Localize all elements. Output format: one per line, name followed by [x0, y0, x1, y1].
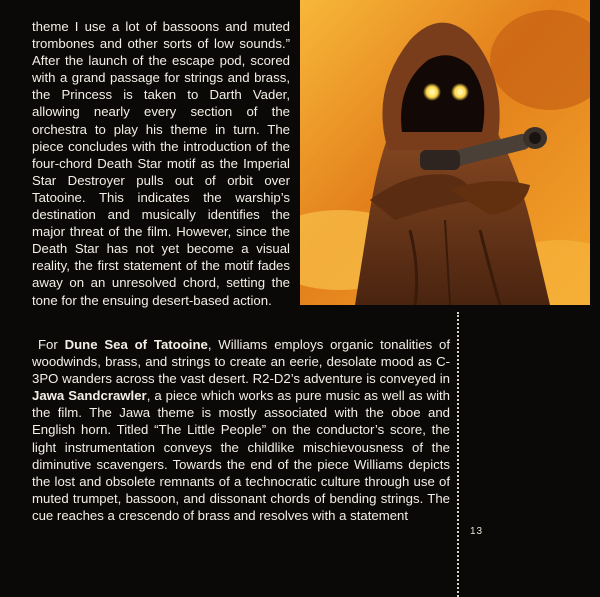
main-text-block: [32, 336, 450, 524]
dotted-divider: [457, 312, 459, 597]
column-text-block: [32, 18, 290, 309]
column-paragraph: theme I use a lot of bassoons and muted trombones and other sorts of low sounds.” After the launch of the escape pod, scored with a grand passage for strings and brass, the Princess is taken to Darth Vader, allowing nearly every section of the orchestra to play his theme in turn. The piece concludes with the introduction of the four-chord Death Star motif as the Imperial Star Destroyer pulls out of orbit over Tatooine. This indicates the warship’s destination and musically identifies the major threat of the film. However, since the Death Star has not yet become a visual reality, the first statement of the motif fades away on an unresolved chord, setting the tone for the ensuing desert-based action.: [32, 19, 290, 308]
track-title-dune-sea: Dune Sea of Tatooine: [64, 337, 208, 352]
main-paragraph: [32, 336, 450, 524]
track-title-jawa-sandcrawler: Jawa Sandcrawler: [32, 388, 147, 404]
jawa-photo: [300, 0, 590, 305]
main-lead: For: [38, 337, 65, 352]
main-text-2: , a piece which works as pure music as well as with the film. The Jawa theme is mostly associated with the oboe and English horn. Titled “The Little People” on the conductor’s score, the light instrumentation conveys the childlike mischievousness of the diminutive scavengers. Towards the end of the piece Williams depicts the lost and obsolete remnants of a technocratic culture through use of muted trumpet, bassoon, and dissonant chords of bending strings. The cue reaches a crescendo of brass and resolves with a statement: [32, 388, 451, 523]
page-number: 13: [470, 526, 484, 537]
jawa-illustration: [300, 0, 590, 305]
main-text-1: , Williams employs organic tonalities of woodwinds, brass, and strings to create an eerie, desolate mood as C-3PO wanders across the vast desert. R2-D2’s adventure is conveyed in: [32, 337, 450, 387]
